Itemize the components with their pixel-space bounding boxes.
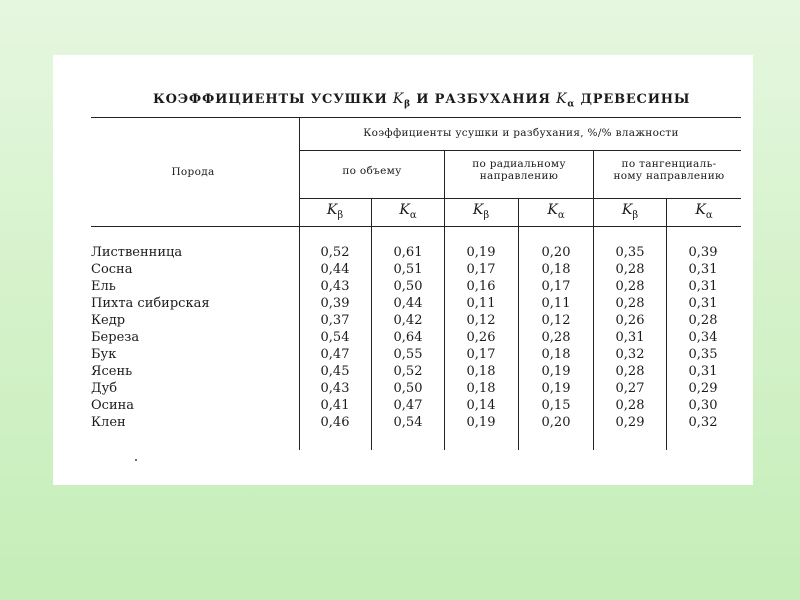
coefficient-cell: 0,12	[541, 313, 571, 328]
rule-col-4	[518, 198, 519, 450]
species-name: Лиственница	[91, 245, 183, 260]
coefficient-cell: 0,29	[688, 381, 718, 396]
coefficient-cell: 0,28	[615, 296, 645, 311]
coefficient-cell: 0,15	[541, 398, 571, 413]
coefficient-cell: 0,18	[466, 381, 496, 396]
coefficient-cell: 0,26	[466, 330, 496, 345]
coefficient-cell: 0,39	[688, 245, 718, 260]
coefficient-cell: 0,34	[688, 330, 718, 345]
species-header: Порода	[171, 166, 215, 178]
coefficient-cell: 0,31	[688, 262, 718, 277]
coefficient-cell: 0,31	[688, 296, 718, 311]
coefficient-cell: 0,41	[320, 398, 350, 413]
coefficient-cell: 0,20	[541, 415, 571, 430]
coefficient-cell: 0,11	[466, 296, 496, 311]
rule-header-bottom	[91, 226, 741, 227]
table-title: КОЭФФИЦИЕНТЫ УСУШКИ $K_\beta$ И РАЗБУХАНИЯ $K_\alpha$ ДРЕВЕСИНЫ	[153, 91, 691, 110]
rule-sub-bottom	[299, 198, 741, 199]
coefficient-cell: 0,31	[688, 364, 718, 379]
coefficient-cell: 0,42	[393, 313, 423, 328]
document-page	[53, 55, 753, 485]
print-speck	[135, 459, 137, 461]
coefficient-cell: 0,50	[393, 381, 423, 396]
rule-top	[91, 117, 741, 118]
coefficient-cell: 0,44	[320, 262, 350, 277]
tangential-header	[596, 158, 742, 182]
coefficient-cell: 0,31	[615, 330, 645, 345]
k-alpha-volume: $K_\alpha$	[399, 202, 417, 221]
radial-header	[447, 158, 591, 182]
coefficient-cell: 0,54	[393, 415, 423, 430]
radial-header-line2: направлению	[479, 170, 559, 182]
coefficient-cell: 0,19	[466, 245, 496, 260]
species-name: Пихта сибирская	[91, 296, 210, 311]
coefficient-cell: 0,50	[393, 279, 423, 294]
coefficient-cell: 0,14	[466, 398, 496, 413]
coefficient-cell: 0,43	[320, 279, 350, 294]
coefficient-cell: 0,35	[688, 347, 718, 362]
species-name: Бук	[91, 347, 117, 362]
species-name: Дуб	[91, 381, 118, 396]
coefficient-cell: 0,52	[320, 245, 350, 260]
coefficient-cell: 0,18	[541, 262, 571, 277]
rule-group-bottom	[299, 150, 741, 151]
coefficient-cell: 0,37	[320, 313, 350, 328]
species-name: Кедр	[91, 313, 126, 328]
coefficient-cell: 0,51	[393, 262, 423, 277]
tangential-header-line2: ному направлению	[613, 170, 725, 182]
coefficient-cell: 0,18	[541, 347, 571, 362]
coefficient-cell: 0,29	[615, 415, 645, 430]
coefficient-cell: 0,26	[615, 313, 645, 328]
coefficient-cell: 0,44	[393, 296, 423, 311]
coefficient-cell: 0,47	[320, 347, 350, 362]
species-name: Береза	[91, 330, 140, 345]
coefficient-cell: 0,32	[688, 415, 718, 430]
k-alpha-radial: $K_\alpha$	[547, 202, 565, 221]
rule-col-3	[444, 150, 445, 450]
coefficient-cell: 0,28	[541, 330, 571, 345]
coefficients-group-header: Коэффициенты усушки и разбухания, %/% влажности	[363, 127, 679, 139]
coefficient-cell: 0,45	[320, 364, 350, 379]
radial-header-line1: по радиальному	[472, 158, 566, 170]
coefficient-cell: 0,12	[466, 313, 496, 328]
coefficient-cell: 0,27	[615, 381, 645, 396]
coefficient-cell: 0,54	[320, 330, 350, 345]
coefficient-cell: 0,30	[688, 398, 718, 413]
species-name: Ель	[91, 279, 116, 294]
tangential-header-line1: по тангенциаль-	[621, 158, 717, 170]
coefficient-cell: 0,32	[615, 347, 645, 362]
rule-col-6	[666, 198, 667, 450]
k-alpha-tangential: $K_\alpha$	[695, 202, 713, 221]
coefficient-cell: 0,28	[615, 364, 645, 379]
coefficient-cell: 0,19	[466, 415, 496, 430]
coefficient-cell: 0,43	[320, 381, 350, 396]
volume-header: по объему	[342, 165, 402, 177]
species-name: Клен	[91, 415, 126, 430]
rule-species-col	[299, 117, 300, 450]
coefficient-cell: 0,18	[466, 364, 496, 379]
coefficient-cell: 0,31	[688, 279, 718, 294]
k-beta-tangential: $K_\beta$	[621, 202, 639, 221]
k-beta-volume: $K_\beta$	[326, 202, 344, 221]
coefficient-cell: 0,11	[541, 296, 571, 311]
rule-col-2	[371, 198, 372, 450]
coefficient-cell: 0,47	[393, 398, 423, 413]
species-name: Ясень	[91, 364, 133, 379]
coefficient-cell: 0,16	[466, 279, 496, 294]
coefficient-cell: 0,55	[393, 347, 423, 362]
k-beta-radial: $K_\beta$	[472, 202, 490, 221]
coefficient-cell: 0,46	[320, 415, 350, 430]
coefficient-cell: 0,61	[393, 245, 423, 260]
coefficient-cell: 0,20	[541, 245, 571, 260]
coefficient-cell: 0,28	[615, 398, 645, 413]
coefficient-cell: 0,17	[541, 279, 571, 294]
coefficient-cell: 0,17	[466, 347, 496, 362]
coefficient-cell: 0,35	[615, 245, 645, 260]
coefficient-cell: 0,28	[615, 279, 645, 294]
coefficient-cell: 0,28	[615, 262, 645, 277]
rule-col-5	[593, 150, 594, 450]
coefficient-cell: 0,28	[688, 313, 718, 328]
coefficient-cell: 0,52	[393, 364, 423, 379]
coefficient-cell: 0,17	[466, 262, 496, 277]
coefficient-cell: 0,39	[320, 296, 350, 311]
species-name: Осина	[91, 398, 135, 413]
coefficient-cell: 0,19	[541, 364, 571, 379]
coefficient-cell: 0,64	[393, 330, 423, 345]
species-name: Сосна	[91, 262, 133, 277]
coefficient-cell: 0,19	[541, 381, 571, 396]
